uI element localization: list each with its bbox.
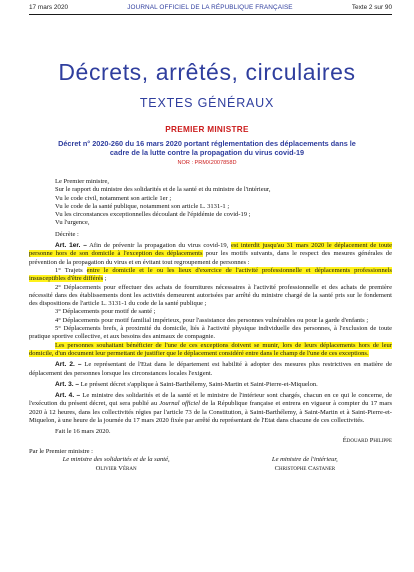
header-text-number: Texte 2 sur 90 [351,4,392,11]
article-4-number: Art. 4. – [55,392,81,400]
article-1-item-3: 3° Déplacements pour motif de santé ; [55,308,156,316]
section-title: TEXTES GÉNÉRAUX [139,96,275,110]
article-1-item-5: 5° Déplacements brefs, à proximité du domicile, liés à l'activité physique individuelle des personnes, à l'exclusion de toute pratique sportive collective, et aux besoins des animaux de compagnie. [29,325,392,341]
article-2-paragraph [29,361,392,378]
ministry-heading: PREMIER MINISTRE [165,125,249,134]
health-minister-role: Le ministre des solidarités et de la santé, [62,456,170,464]
nor-label: NOR : [177,160,195,166]
article-3-number: Art. 3. – [55,380,80,388]
article-3-paragraph [29,381,392,389]
article-1-item-2: 2° Déplacements pour effectuer des achats de fournitures nécessaires à l'activité professionnelle et des achats de première nécessité dans des établissements dont les activités demeurent autorisées par arrêté du ministre chargé de la santé pris sur le fondement des dispositions de l'article L. 3131-1 du code de la santé publique ; [29,283,392,308]
article-4-paragraph [29,392,392,425]
par-le-premier-ministre: Par le Premier ministre : [29,447,93,455]
article-4-journal-ref: Journal officiel [159,400,200,408]
preamble-vu-urgence: Vu l'urgence, [55,219,90,227]
preamble-rapport: Sur le rapport du ministre des solidarités et de la santé et du ministre de l'intérieur, [55,186,271,194]
justification-highlight: Les personnes souhaitant bénéficier de l'une de ces exceptions doivent se munir, lors de leurs déplacements hors de leur domicile, d'un document leur permettant de justifier que le déplacement considéré entre dans le champ de l'une de ces exceptions. [29,341,392,357]
header-journal-name: JOURNAL OFFICIEL DE LA RÉPUBLIQUE FRANÇAISE [127,4,293,11]
nor-code: PRMX2007858D [194,160,237,166]
interior-minister-role: Le ministre de l'intérieur, [271,456,338,464]
article-4-text-a: Le ministre des solidarités et de la santé et le ministre de l'intérieur sont chargés, chacun en ce qui le concerne, de l'exécution du présent décret, qui sera publié au [29,392,392,408]
interior-minister-name: Christophe Castaner [274,464,336,472]
page-title: Décrets, arrêtés, circulaires [58,59,356,85]
countersignature-health [29,448,203,473]
article-1-text-b: pour les motifs suivants, dans le respect des mesures générales de prévention de la propagation du virus et en évitant tout regroupement de personnes : [29,250,392,266]
header-date: 17 mars 2020 [29,4,69,11]
health-minister-name: Olivier Véran [95,464,137,472]
article-1-paragraph [29,242,392,267]
article-1-item-4: 4° Déplacements pour motif familial impérieux, pour l'assistance des personnes vulnérables ou pour la garde d'enfants ; [55,316,369,324]
article-3-text: Le présent décret s'applique à Saint-Barthélemy, Saint-Martin et Saint-Pierre-et-Miquelon. [79,380,318,388]
countersignature-interior [218,448,392,473]
article-1-justification [29,342,392,359]
article-1-number: Art. 1er. – [55,242,87,250]
preamble-vu-code-civil: Vu le code civil, notamment son article 1er ; [55,194,172,202]
article-4-text-b: de la République française et entrera en vigueur à compter du 17 mars 2020 à 12 heures, dans les collectivités régies par l'article 73 de la Constitution, à Saint-Barthélemy, à Saint-Martin et à Saint-Pierre-et-Miquelon, à une heure de la journée du 17 mars 2020 fixée par arrêté du représentant de l'Etat dans chacune de ces collectivités. [29,400,392,425]
article-2-text: Le représentant de l'Etat dans le département est habilité à adopter des mesures plus restrictives en matière de déplacement des personnes lorsque les circonstances locales l'exigent. [29,361,393,377]
item-1-highlight: entre le domicile et le ou les lieux d'exercice de l'activité professionnelle et déplacements professionnels insusceptibles d'être différés [29,266,392,283]
decree-title: Décret n° 2020-260 du 16 mars 2020 portant réglementation des déplacements dans le cadre de la lutte contre la propagation du virus covid-19 [58,139,356,158]
item-1-suffix: ; [103,275,107,283]
nor-reference [0,160,414,166]
decree-body [29,178,392,473]
decrete-line: Décrète : [55,230,79,238]
preamble-vu-circonstances: Vu les circonstances exceptionnelles découlant de l'épidémie de covid-19 ; [55,211,251,219]
item-1-prefix: 1° Trajets [55,266,87,274]
article-2-number: Art. 2. – [55,361,82,369]
article-1-highlight: est interdit jusqu'au 31 mars 2020 le déplacement de toute personne hors de son domicile à l'exception des déplacements [29,242,393,258]
article-1-text-a: Afin de prévenir la propagation du virus covid-19, [86,242,231,250]
page-header [29,4,392,11]
preamble-intro: Le Premier ministre, [55,178,109,185]
fait-date: Fait le 16 mars 2020. [55,428,111,436]
article-1-item-1 [29,267,392,284]
header-divider [29,14,392,15]
countersignatures [29,448,392,473]
signature-prime-minister: Édouard Philippe [342,436,392,444]
preamble-vu-code-sante: Vu le code de la santé publique, notamment son article L. 3131-1 ; [55,202,230,210]
